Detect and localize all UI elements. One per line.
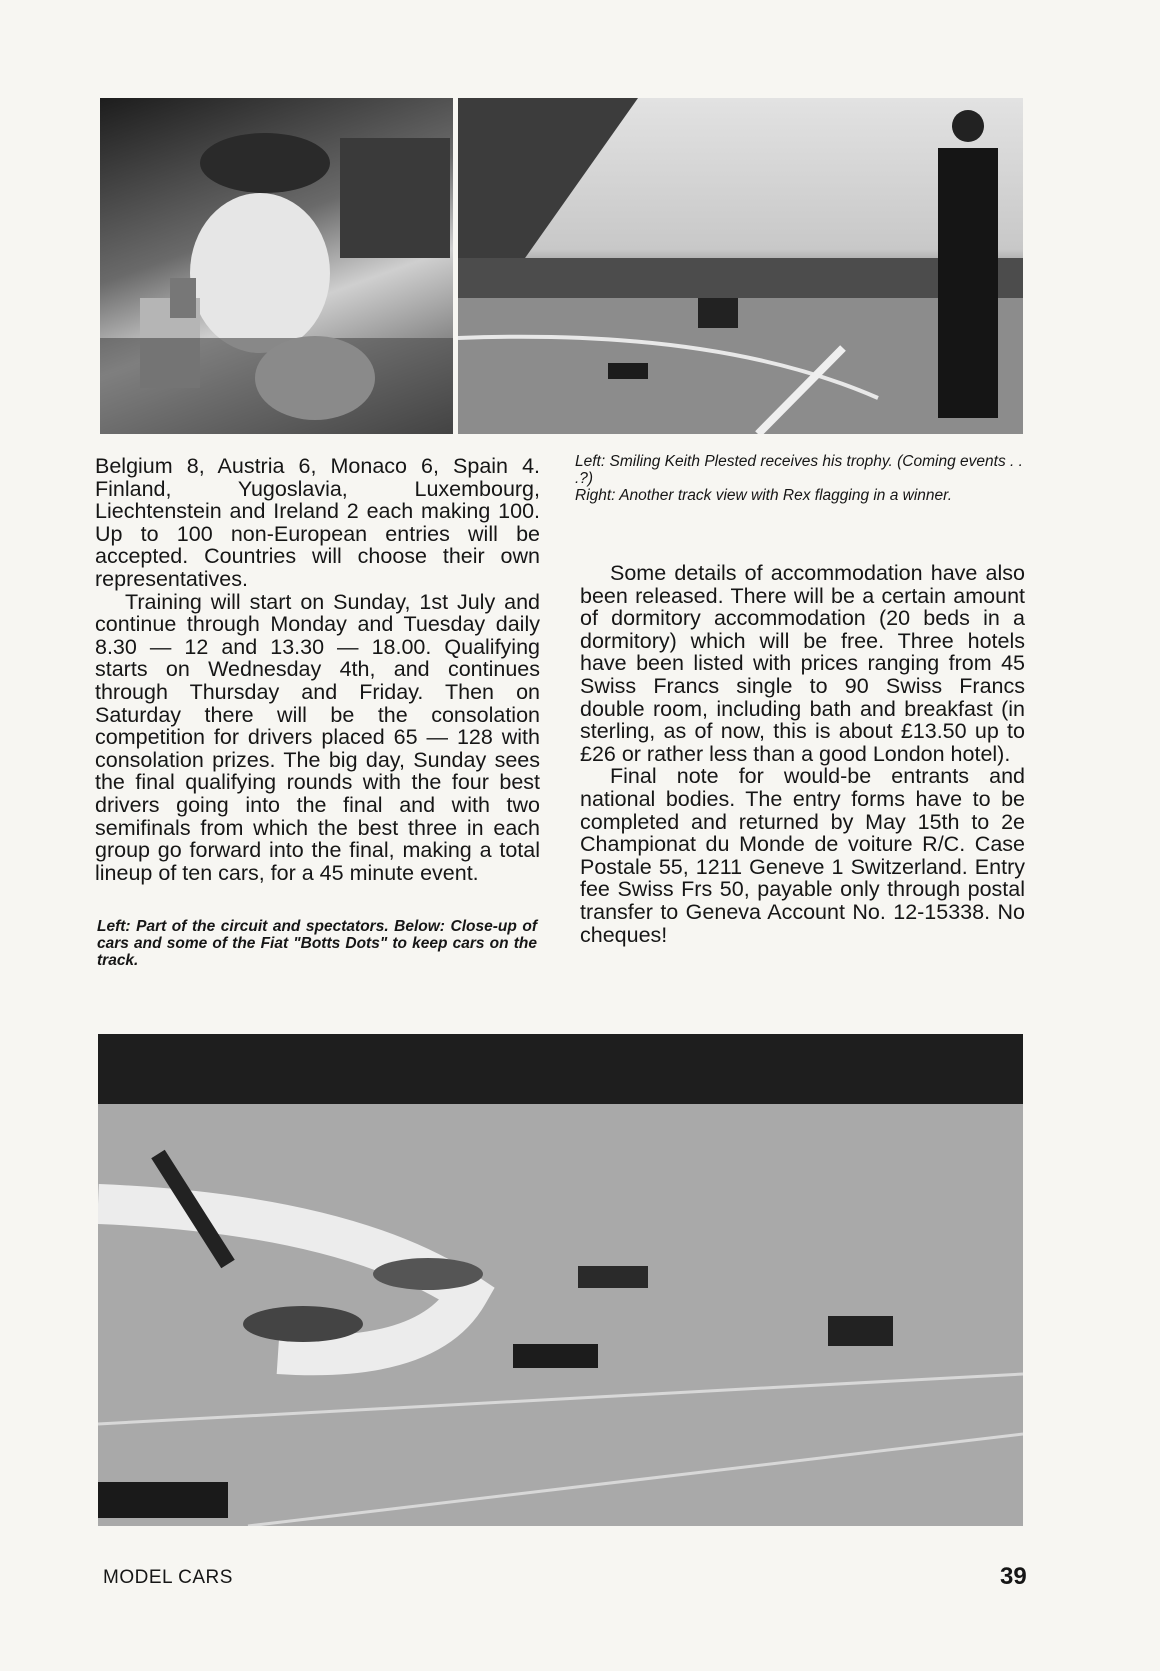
article-column-left	[95, 455, 540, 884]
circuit-cars-photo-art	[98, 1034, 1023, 1526]
paragraph: Belgium 8, Austria 6, Monaco 6, Spain 4. Finland, Yugoslavia, Luxembourg, Liechtenstein and Ireland 2 each making 100. Up to 100 non-European entries will be accepted. Countries will choose their own representatives.	[95, 454, 540, 591]
caption-left-photo: Left: Smiling Keith Plested receives his trophy. (Coming events . . .?)	[575, 453, 1023, 487]
article-column-right	[580, 562, 1025, 946]
magazine-name: MODEL CARS	[103, 1567, 233, 1588]
trophy-photo	[100, 98, 453, 434]
paragraph: Some details of accommodation have also been released. There will be a certain amount of dormitory accommodation (20 beds in a dormitory) which will be free. Three hotels have been listed with prices ranging from 45 Swiss Francs single to 90 Swiss Francs double room, including bath and breakfast (in sterling, as of now, this is about £13.50 up to £26 or rather less than a good London hotel).	[580, 561, 1025, 766]
photo-caption-circuit: Left: Part of the circuit and spectators. Below: Close-up of cars and some of the Fiat "Botts Dots" to keep cars on the track.	[97, 918, 537, 969]
track-flagging-photo	[458, 98, 1023, 434]
caption-right-photo: Right: Another track view with Rex flagging in a winner.	[575, 487, 953, 504]
track-flagging-photo-art	[458, 98, 1023, 434]
page-number: 39	[1000, 1563, 1027, 1590]
paragraph: Final note for would-be entrants and national bodies. The entry forms have to be completed and returned by May 15th to 2e Championat du Monde de voiture R/C. Case Postale 55, 1211 Geneve 1 Switzerland. Entry fee Swiss Frs 50, payable only through postal transfer to Geneva Account No. 12-15338. No cheques!	[580, 764, 1025, 947]
photo-caption-top	[575, 453, 1023, 504]
paragraph: Training will start on Sunday, 1st July and continue through Monday and Tuesday daily 8.30 — 12 and 13.30 — 18.00. Qualifying starts on Wednesday 4th, and continues through Thursday and Friday. Then on Saturday there will be the consolation competition for drivers placed 65 — 128 with consolation prizes. The big day, Sunday sees the final qualifying rounds with the four best drivers going into the final and with two semifinals from which the best three in each group go forward into the final, making a total lineup of ten cars, for a 45 minute event.	[95, 589, 540, 885]
circuit-cars-photo	[98, 1034, 1023, 1526]
trophy-photo-art	[100, 98, 453, 434]
